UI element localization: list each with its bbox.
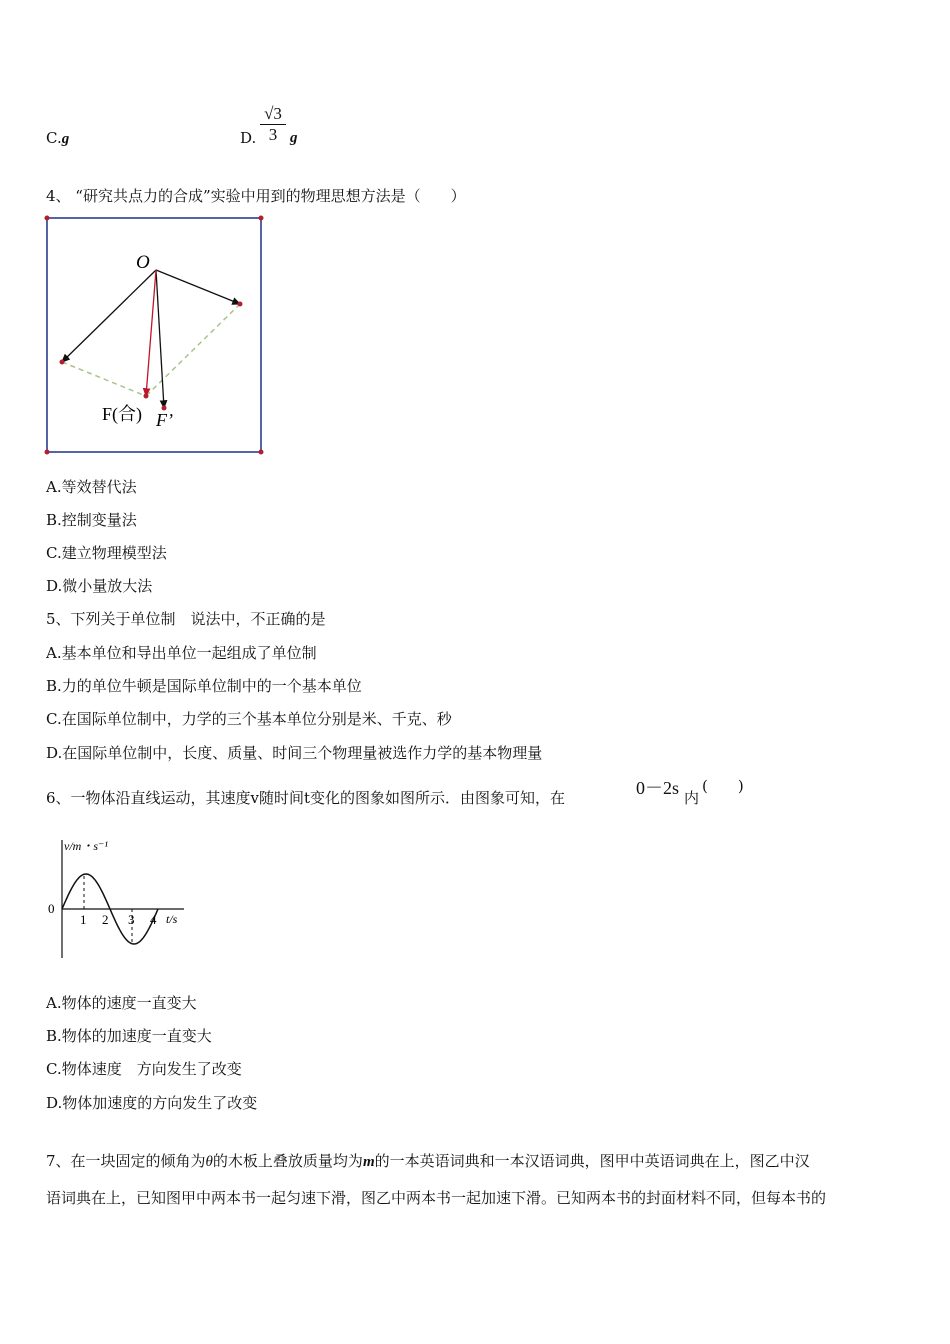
- label-f-prime: F’: [156, 410, 173, 430]
- point-marker: [238, 302, 243, 307]
- q7-line-2: 语词典在上，已知图甲中两本书一起匀速下滑，图乙中两本书一起加速下滑。已知两本书的封面材料不同，但每本书的: [46, 1189, 827, 1207]
- point-marker: [144, 394, 149, 399]
- q4-option-c: C.建立物理模型法: [46, 544, 167, 562]
- q7-theta: θ: [205, 1154, 213, 1170]
- q7-mass: m: [362, 1154, 375, 1170]
- figure-frame: [47, 218, 261, 452]
- q5-option-b: B.力的单位牛顿是国际单位制中的一个基本单位: [46, 677, 362, 695]
- option-d-label: D.: [240, 129, 257, 147]
- fraction-numerator: √3: [264, 104, 282, 123]
- q6-option-d: D.物体加速度的方向发生了改变: [46, 1094, 258, 1112]
- q7-text: 的一本英语词典和一本汉语词典，图甲中英语词典在上，图乙中汉: [374, 1152, 810, 1170]
- q4-option-b: B.控制变量法: [46, 511, 137, 529]
- option-d-fraction: [258, 104, 288, 145]
- q6-answer-paren: ( ): [702, 777, 744, 795]
- corner-pin: [259, 450, 264, 455]
- force-resultant-arrow: [146, 270, 156, 396]
- q6-option-c: C.物体速度 方向发生了改变: [46, 1060, 242, 1078]
- q6-option-b: B.物体的加速度一直变大: [46, 1027, 212, 1045]
- option-c: [46, 128, 69, 149]
- q5-option-d: D.在国际单位制中，长度、质量、时间三个物理量被选作力学的基本物理量: [46, 744, 543, 762]
- tick-label-1: 1: [80, 912, 87, 927]
- force-f-prime-arrow: [156, 270, 164, 408]
- label-f-resultant: F(合): [102, 404, 142, 424]
- option-d-var: g: [290, 130, 298, 146]
- q6-option-a: A.物体的速度一直变大: [46, 994, 197, 1012]
- tick-label-4: 4: [150, 912, 157, 927]
- origin-label: 0: [48, 901, 55, 916]
- option-c-var: g: [61, 131, 70, 147]
- label-o: O: [136, 252, 150, 273]
- q7-text: 7、在一块固定的倾角为: [46, 1152, 206, 1170]
- corner-pin: [45, 450, 50, 455]
- corner-pin: [45, 216, 50, 221]
- t-axis-label: t/s: [166, 912, 178, 926]
- tick-label-3: 3: [128, 912, 135, 927]
- q4-option-d: D.微小量放大法: [46, 577, 153, 595]
- velocity-time-graph: [44, 834, 194, 964]
- force-composition-figure: [40, 212, 270, 458]
- fraction-denominator: 3: [268, 125, 278, 144]
- q7-text: 的木板上叠放质量均为: [212, 1152, 363, 1170]
- q7-line-1: [46, 1151, 810, 1172]
- v-axis-label: v/m・s⁻¹: [64, 839, 108, 853]
- q5-option-a: A.基本单位和导出单位一起组成了单位制: [46, 644, 317, 662]
- option-c-label: C.: [46, 129, 62, 147]
- q5-option-c: C.在国际单位制中，力学的三个基本单位分别是米、千克、秒: [46, 710, 452, 728]
- q4-option-a: A.等效替代法: [46, 478, 137, 496]
- parallelogram-side: [62, 362, 146, 396]
- force-f2-arrow: [156, 270, 240, 304]
- point-marker: [60, 360, 65, 365]
- q5-stem: 5、下列关于单位制 说法中，不正确的是: [46, 610, 326, 628]
- q6-stem: 6、一物体沿直线运动，其速度v随时间t变化的图象如图所示．由图象可知，在: [46, 789, 566, 807]
- tick-label-2: 2: [102, 912, 109, 927]
- q6-time-range: 0－2s: [636, 778, 680, 798]
- corner-pin: [259, 216, 264, 221]
- force-f1-arrow: [62, 270, 156, 362]
- q4-stem: 4、 “研究共点力的合成”实验中用到的物理思想方法是（ ）: [46, 187, 466, 205]
- q6-stem-tail: 内: [684, 789, 700, 807]
